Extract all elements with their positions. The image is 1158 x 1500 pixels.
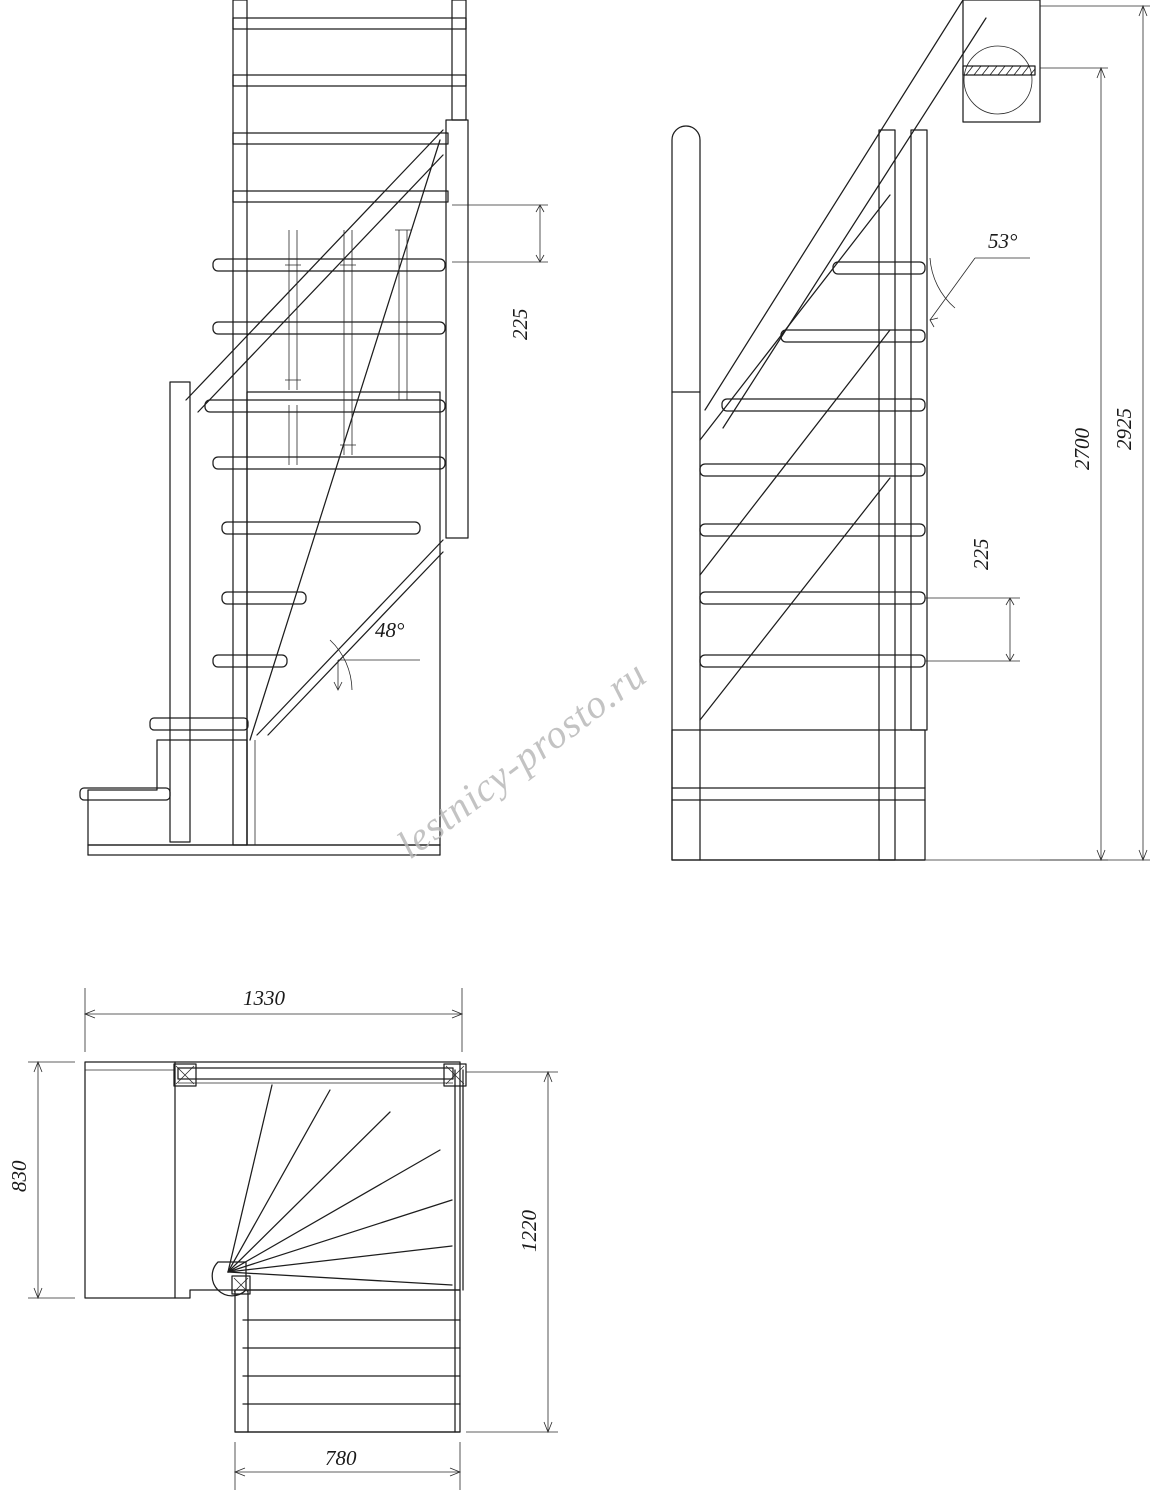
side-angle-label: 53°: [988, 229, 1018, 253]
plan-right-depth-label: 1220: [517, 1210, 541, 1252]
front-angle-label: 48°: [375, 618, 405, 642]
side-riser-label: 225: [969, 538, 993, 570]
front-left-post: [170, 382, 190, 842]
side-inner-height-label: 2700: [1070, 428, 1094, 470]
front-treads: [205, 259, 445, 667]
plan-winder-treads: [228, 1085, 452, 1285]
plan-right-depth-dimension: [466, 1072, 558, 1432]
front-elevation-view: [80, 0, 548, 855]
side-treads: [700, 262, 925, 667]
watermark-text: lestnicy-prosto.ru: [388, 650, 655, 868]
plan-bottom-width-label: 780: [325, 1446, 357, 1470]
front-newel-right: [446, 120, 468, 538]
side-riser-dimension: [925, 598, 1020, 661]
plan-view: [7, 986, 558, 1490]
front-angle-leader: [330, 640, 420, 690]
front-riser-label: 225: [508, 308, 532, 340]
side-outer-height-label: 2925: [1112, 408, 1136, 450]
plan-left-depth-dimension: [28, 1062, 75, 1298]
plan-width-label: 1330: [243, 986, 285, 1010]
side-angle-leader: [930, 258, 1030, 327]
side-elevation-view: [672, 0, 1150, 860]
front-riser-dimension: [452, 205, 548, 262]
plan-left-depth-label: 830: [7, 1160, 31, 1192]
